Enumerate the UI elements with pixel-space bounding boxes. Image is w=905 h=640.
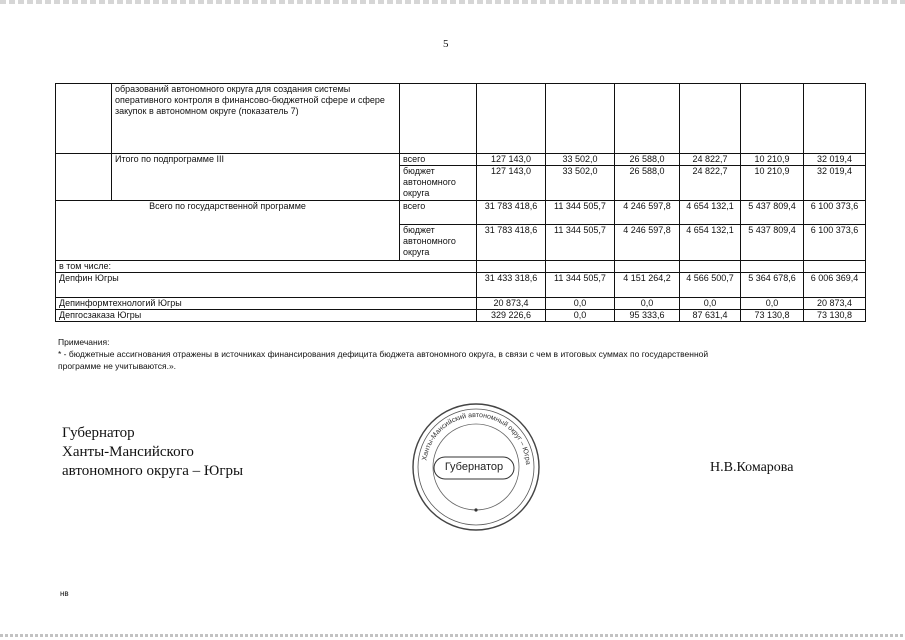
table-cell: 73 130,8 xyxy=(804,310,866,322)
table-cell: 4 566 500,7 xyxy=(680,273,741,298)
table-cell: 4 151 264,2 xyxy=(615,273,680,298)
signatory-name: Н.В.Комарова xyxy=(710,460,794,475)
table-cell xyxy=(615,261,680,273)
table-cell xyxy=(56,84,112,154)
table-cell xyxy=(804,84,866,154)
table-cell: 33 502,0 xyxy=(546,154,615,166)
table-cell: 11 344 505,7 xyxy=(546,225,615,261)
seal-ring-text: Ханты-Мансийский автономный округ – Югра xyxy=(421,411,531,466)
page-number: 5 xyxy=(443,38,449,50)
row-source: всего xyxy=(400,201,477,225)
table-cell: 0,0 xyxy=(680,298,741,310)
row-label: Депинформтехнологий Югры xyxy=(56,298,477,310)
notes-title: Примечания: xyxy=(58,337,110,347)
table-cell: 0,0 xyxy=(546,310,615,322)
table-row xyxy=(56,261,866,273)
table-cell: 11 344 505,7 xyxy=(546,273,615,298)
table-cell: 329 226,6 xyxy=(477,310,546,322)
table-row xyxy=(56,310,866,322)
table-cell: 127 143,0 xyxy=(477,154,546,166)
row-label: Депфин Югры xyxy=(56,273,477,298)
row-label: Депгосзаказа Югры xyxy=(56,310,477,322)
table-cell: 95 333,6 xyxy=(615,310,680,322)
scan-edge-bottom xyxy=(0,634,905,637)
table-cell: 5 437 809,4 xyxy=(741,225,804,261)
row-source: всего xyxy=(400,154,477,166)
governor-line: Ханты-Мансийского xyxy=(62,444,194,460)
notes xyxy=(58,336,858,372)
notes-line: * - бюджетные ассигнования отражены в источниках финансирования дефицита бюджета автономного округа, в связи с чем в итоговых суммах по государственной xyxy=(58,349,709,359)
row-label: в том числе: xyxy=(56,261,477,273)
official-seal xyxy=(408,402,544,532)
governor-line: Губернатор xyxy=(62,425,135,441)
table-cell xyxy=(477,261,546,273)
table-cell xyxy=(680,84,741,154)
footer-mark: нв xyxy=(60,589,69,598)
row-source xyxy=(400,84,477,154)
table-cell: 10 210,9 xyxy=(741,166,804,201)
table-cell: 6 006 369,4 xyxy=(804,273,866,298)
table-cell: 0,0 xyxy=(615,298,680,310)
table-cell: 87 631,4 xyxy=(680,310,741,322)
table-cell: 20 873,4 xyxy=(477,298,546,310)
row-source: бюджет автономного округа xyxy=(400,166,477,201)
budget-table xyxy=(55,83,866,322)
table-cell: 4 654 132,1 xyxy=(680,225,741,261)
row-source: бюджет автономного округа xyxy=(400,225,477,261)
table-cell xyxy=(741,261,804,273)
scan-edge-top xyxy=(0,0,905,4)
table-cell: 5 364 678,6 xyxy=(741,273,804,298)
table-cell xyxy=(804,261,866,273)
seal-center-text: Губернатор xyxy=(444,461,504,473)
table-cell xyxy=(741,84,804,154)
table-cell xyxy=(615,84,680,154)
table-cell: 11 344 505,7 xyxy=(546,201,615,225)
table-cell: 6 100 373,6 xyxy=(804,201,866,225)
table-cell: 10 210,9 xyxy=(741,154,804,166)
table-cell: 73 130,8 xyxy=(741,310,804,322)
table-cell: 26 588,0 xyxy=(615,166,680,201)
notes-line: программе не учитываются.». xyxy=(58,361,177,371)
table-cell: 0,0 xyxy=(546,298,615,310)
table-cell: 32 019,4 xyxy=(804,166,866,201)
table-cell xyxy=(680,261,741,273)
table-cell: 26 588,0 xyxy=(615,154,680,166)
table-row xyxy=(56,273,866,298)
row-label: Итого по подпрограмме III xyxy=(112,154,400,201)
table-cell: 31 433 318,6 xyxy=(477,273,546,298)
table-row xyxy=(56,298,866,310)
table-cell xyxy=(546,261,615,273)
row-label: образований автономного округа для создания системы оперативного контроля в финансово-бюджетной сфере и сфере закупок в автономном округе (показатель 7) xyxy=(112,84,400,154)
table-cell xyxy=(477,84,546,154)
table-cell: 127 143,0 xyxy=(477,166,546,201)
table-cell: 6 100 373,6 xyxy=(804,225,866,261)
table-cell: 31 783 418,6 xyxy=(477,225,546,261)
governor-line: автономного округа – Югры xyxy=(62,463,244,479)
table-cell: 0,0 xyxy=(741,298,804,310)
row-label: Всего по государственной программе xyxy=(56,201,400,261)
table-cell: 33 502,0 xyxy=(546,166,615,201)
table-cell: 4 246 597,8 xyxy=(615,225,680,261)
governor-title xyxy=(62,424,243,481)
table-row xyxy=(56,201,866,225)
table-cell xyxy=(546,84,615,154)
table-cell: 4 654 132,1 xyxy=(680,201,741,225)
table-row xyxy=(56,84,866,154)
table-cell: 31 783 418,6 xyxy=(477,201,546,225)
table-cell: 20 873,4 xyxy=(804,298,866,310)
table-row xyxy=(56,154,866,166)
table-cell: 24 822,7 xyxy=(680,154,741,166)
table-cell xyxy=(56,154,112,201)
table-cell: 32 019,4 xyxy=(804,154,866,166)
table-cell: 24 822,7 xyxy=(680,166,741,201)
table-cell: 4 246 597,8 xyxy=(615,201,680,225)
table-cell: 5 437 809,4 xyxy=(741,201,804,225)
